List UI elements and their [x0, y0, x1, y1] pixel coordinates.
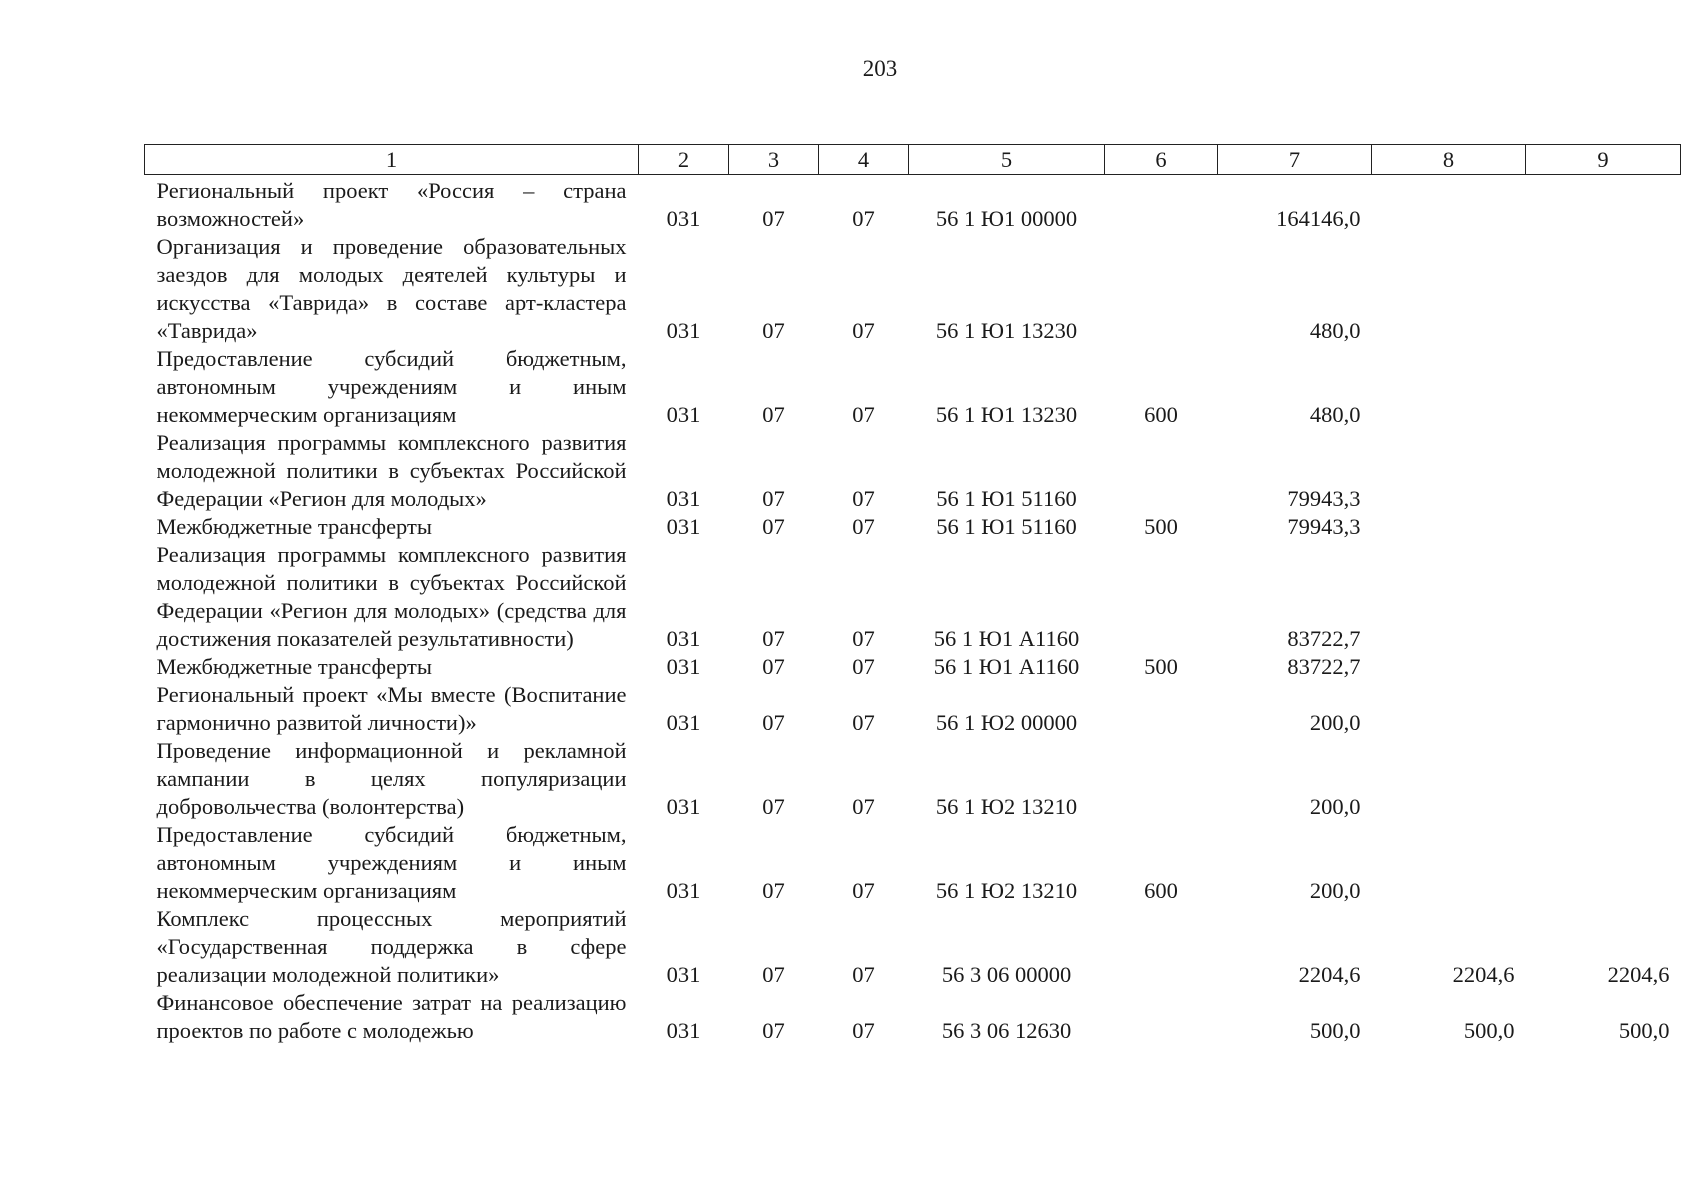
row-name-cell: Межбюджетные трансферты [156, 514, 432, 539]
row-ministry-code: 031 [666, 1018, 701, 1043]
row-amount-7: 79943,3 [1287, 514, 1361, 539]
row-expense-type: 500 [1144, 654, 1178, 679]
row-ministry-code: 031 [666, 486, 701, 511]
header-row [145, 145, 1681, 175]
row-name-cell: Предоставление субсидий бюджетным, автономным учреждениям и иным некоммерческим организациям [156, 346, 627, 427]
row-ministry-code: 031 [666, 514, 701, 539]
row-section-code: 07 [762, 486, 785, 511]
row-subsection-code: 07 [852, 1018, 875, 1043]
row-subsection-code: 07 [852, 514, 875, 539]
row-name-cell: Реализация программы комплексного развития молодежной политики в субъектах Российской Федерации «Регион для молодых» [156, 430, 627, 511]
row-amount-9: 2204,6 [1607, 962, 1670, 987]
table-row [145, 821, 1681, 905]
table-row [145, 989, 1681, 1045]
row-expense-type [1105, 175, 1218, 234]
row-amount-8 [1372, 175, 1526, 234]
row-amount-9 [1526, 429, 1681, 513]
row-amount-8 [1372, 513, 1526, 541]
row-name-cell: Региональный проект «Мы вместе (Воспитание гармонично развитой личности)» [156, 682, 627, 735]
row-subsection-code: 07 [852, 710, 875, 735]
row-amount-9 [1526, 821, 1681, 905]
table-body [145, 175, 1681, 1046]
row-amount-8: 500,0 [1463, 1018, 1515, 1043]
row-expense-type: 500 [1144, 514, 1178, 539]
row-expense-type: 600 [1144, 402, 1178, 427]
page-number: 203 [862, 56, 898, 81]
table-row [145, 681, 1681, 737]
row-target-article: 56 1 Ю1 51160 [936, 514, 1077, 539]
row-amount-8 [1372, 821, 1526, 905]
row-amount-8 [1372, 541, 1526, 653]
row-amount-9 [1526, 653, 1681, 681]
row-subsection-code: 07 [852, 486, 875, 511]
table-row [145, 233, 1681, 345]
row-amount-8 [1372, 653, 1526, 681]
row-amount-9 [1526, 513, 1681, 541]
row-ministry-code: 031 [666, 318, 701, 343]
row-section-code: 07 [762, 514, 785, 539]
row-ministry-code: 031 [666, 710, 701, 735]
row-section-code: 07 [762, 878, 785, 903]
row-subsection-code: 07 [852, 654, 875, 679]
table-row [145, 345, 1681, 429]
row-target-article: 56 1 Ю2 13210 [935, 794, 1078, 819]
row-section-code: 07 [762, 318, 785, 343]
row-amount-7: 200,0 [1309, 794, 1361, 819]
row-section-code: 07 [762, 710, 785, 735]
row-amount-8 [1372, 345, 1526, 429]
row-amount-9 [1526, 233, 1681, 345]
row-amount-7: 480,0 [1309, 318, 1361, 343]
row-expense-type [1105, 681, 1218, 737]
row-ministry-code: 031 [666, 654, 701, 679]
row-name-cell: Проведение информационной и рекламной кампании в целях популяризации добровольчества (волонтерства) [156, 738, 627, 819]
table-header [145, 145, 1681, 175]
row-target-article: 56 1 Ю1 51160 [936, 486, 1077, 511]
row-amount-9 [1526, 541, 1681, 653]
row-ministry-code: 031 [666, 878, 701, 903]
header-cell-5: 5 [909, 145, 1105, 175]
row-target-article: 56 1 Ю1 13230 [935, 402, 1078, 427]
row-target-article: 56 1 Ю1 13230 [935, 318, 1078, 343]
row-target-article: 56 1 Ю1 00000 [935, 206, 1078, 231]
table-row [145, 541, 1681, 653]
row-subsection-code: 07 [852, 794, 875, 819]
row-subsection-code: 07 [852, 962, 875, 987]
row-section-code: 07 [762, 402, 785, 427]
header-cell-3: 3 [729, 145, 819, 175]
row-section-code: 07 [762, 206, 785, 231]
row-expense-type [1105, 989, 1218, 1045]
row-amount-9 [1526, 175, 1681, 234]
row-name-cell: Комплекс процессных мероприятий «Государственная поддержка в сфере реализации молодежной политики» [156, 906, 627, 987]
row-amount-9 [1526, 681, 1681, 737]
table-row [145, 737, 1681, 821]
table-row [145, 175, 1681, 234]
header-cell-8: 8 [1372, 145, 1526, 175]
row-amount-7: 164146,0 [1276, 206, 1361, 231]
row-target-article: 56 1 Ю1 А1160 [933, 654, 1080, 679]
row-amount-7: 83722,7 [1287, 626, 1361, 651]
row-name-cell: Предоставление субсидий бюджетным, автономным учреждениям и иным некоммерческим организациям [156, 822, 627, 903]
row-subsection-code: 07 [852, 206, 875, 231]
row-section-code: 07 [762, 626, 785, 651]
row-amount-8 [1372, 681, 1526, 737]
table-row [145, 653, 1681, 681]
row-ministry-code: 031 [666, 206, 701, 231]
row-amount-9 [1526, 737, 1681, 821]
budget-table [144, 144, 1681, 1045]
row-amount-8 [1372, 429, 1526, 513]
row-amount-7: 500,0 [1309, 1018, 1361, 1043]
row-target-article: 56 1 Ю1 А1160 [933, 626, 1080, 651]
row-name-cell: Организация и проведение образовательных заездов для молодых деятелей культуры и искусства «Таврида» в составе арт-кластера «Таврида» [156, 234, 627, 343]
row-name-cell: Реализация программы комплексного развития молодежной политики в субъектах Российской Федерации «Регион для молодых» (средства для достижения показателей результативности) [156, 542, 627, 651]
row-ministry-code: 031 [666, 962, 701, 987]
row-target-article: 56 1 Ю2 13210 [935, 878, 1078, 903]
row-amount-9: 500,0 [1618, 1018, 1670, 1043]
row-section-code: 07 [762, 654, 785, 679]
row-amount-8: 2204,6 [1452, 962, 1515, 987]
row-ministry-code: 031 [666, 626, 701, 651]
header-cell-2: 2 [639, 145, 729, 175]
row-ministry-code: 031 [666, 794, 701, 819]
row-subsection-code: 07 [852, 878, 875, 903]
row-target-article: 56 3 06 12630 [941, 1018, 1072, 1043]
row-subsection-code: 07 [852, 318, 875, 343]
header-cell-9: 9 [1526, 145, 1681, 175]
row-section-code: 07 [762, 1018, 785, 1043]
header-cell-4: 4 [819, 145, 909, 175]
row-amount-7: 200,0 [1309, 878, 1361, 903]
table-row [145, 905, 1681, 989]
row-ministry-code: 031 [666, 402, 701, 427]
row-amount-9 [1526, 345, 1681, 429]
header-cell-7: 7 [1218, 145, 1372, 175]
row-expense-type [1105, 429, 1218, 513]
row-section-code: 07 [762, 794, 785, 819]
row-expense-type [1105, 541, 1218, 653]
row-name-cell: Региональный проект «Россия – страна возможностей» [156, 178, 627, 231]
row-expense-type: 600 [1144, 878, 1178, 903]
table-row [145, 513, 1681, 541]
row-amount-7: 79943,3 [1287, 486, 1361, 511]
row-section-code: 07 [762, 962, 785, 987]
row-amount-7: 200,0 [1309, 710, 1361, 735]
table-row [145, 429, 1681, 513]
row-amount-8 [1372, 233, 1526, 345]
row-target-article: 56 3 06 00000 [941, 962, 1072, 987]
row-name-cell: Финансовое обеспечение затрат на реализацию проектов по работе с молодежью [156, 990, 627, 1043]
row-expense-type [1105, 233, 1218, 345]
row-amount-7: 480,0 [1309, 402, 1361, 427]
row-amount-8 [1372, 737, 1526, 821]
row-amount-7: 83722,7 [1287, 654, 1361, 679]
header-cell-1: 1 [145, 145, 639, 175]
row-target-article: 56 1 Ю2 00000 [935, 710, 1078, 735]
row-amount-7: 2204,6 [1298, 962, 1361, 987]
row-name-cell: Межбюджетные трансферты [156, 654, 432, 679]
row-expense-type [1105, 905, 1218, 989]
header-cell-6: 6 [1105, 145, 1218, 175]
row-subsection-code: 07 [852, 626, 875, 651]
row-expense-type [1105, 737, 1218, 821]
row-subsection-code: 07 [852, 402, 875, 427]
